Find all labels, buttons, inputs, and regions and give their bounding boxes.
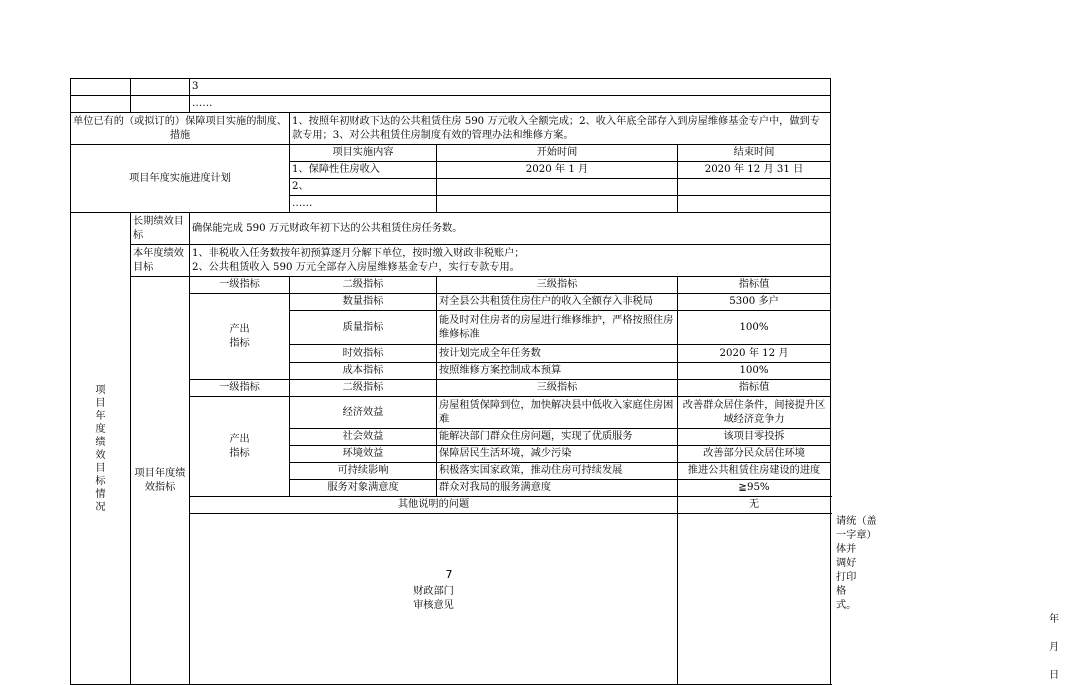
schedule-row-content: 2、	[290, 179, 437, 196]
goals-section-text: 项目年度绩效目标情况	[95, 384, 106, 513]
schedule-row-content: ……	[290, 196, 437, 213]
effect-level2: 环境效益	[290, 446, 437, 463]
output-level2: 成本指标	[290, 363, 437, 380]
effect-level3: 房屋租赁保障到位，加快解决县中低收入家庭住房困难	[437, 397, 678, 429]
schedule-row-start	[437, 179, 678, 196]
output-level3: 对全县公共租赁住房住户的收入全额存入非税局	[437, 294, 678, 311]
performance-form-table	[70, 78, 1060, 685]
finance-label	[190, 514, 678, 685]
output-level2: 时效指标	[290, 345, 437, 363]
effect-value: ≧95%	[678, 480, 831, 497]
finance-seal: （盖章）	[856, 516, 877, 541]
schedule-row-end	[678, 179, 831, 196]
effect-level2: 服务对象满意度	[290, 480, 437, 497]
schedule-row-start: 2020 年 1 月	[437, 162, 678, 179]
finance-label-line: 审核意见	[413, 600, 454, 611]
goals-section-label	[71, 213, 131, 685]
long-term-row	[71, 213, 831, 245]
top-row-more	[71, 96, 831, 113]
other-value: 无	[678, 497, 831, 514]
system-row	[71, 113, 831, 145]
effect-header-level1: 一级指标	[190, 380, 290, 397]
effect-header-level2: 二级指标	[290, 380, 437, 397]
schedule-label: 项目年度实施进度计划	[71, 145, 290, 213]
output-level2: 质量指标	[290, 311, 437, 345]
effect-value: 改善群众居住条件，间接提升区域经济竞争力	[678, 397, 831, 429]
output-level2: 数量指标	[290, 294, 437, 311]
schedule-row-end: 2020 年 12 月 31 日	[678, 162, 831, 179]
output-value: 2020 年 12 月	[678, 345, 831, 363]
schedule-header-row	[71, 145, 831, 162]
effect-level3: 能解决部门群众住房问题，实现了优质服务	[437, 429, 678, 446]
output-header-level1: 一级指标	[190, 277, 290, 294]
finance-opinion	[678, 514, 1060, 685]
schedule-header-start: 开始时间	[437, 145, 678, 162]
schedule-row-start	[437, 196, 678, 213]
output-value: 5300 多户	[678, 294, 831, 311]
annual-row	[71, 245, 831, 277]
output-header-level2: 二级指标	[290, 277, 437, 294]
top-item-3: 3	[190, 79, 831, 96]
effect-header-level3: 三级指标	[437, 380, 678, 397]
effect-level2: 社会效益	[290, 429, 437, 446]
long-term-text: 确保能完成 590 万元财政年初下达的公共租赁住房任务数。	[190, 213, 831, 245]
schedule-row-end	[678, 196, 831, 213]
finance-day: 日	[1049, 670, 1060, 681]
finance-year: 年	[1049, 614, 1060, 625]
schedule-header-content: 项目实施内容	[290, 145, 437, 162]
output-header-row	[71, 277, 831, 294]
long-term-label: 长期绩效目标	[131, 213, 190, 245]
system-label: 单位已有的（或拟订的）保障项目实施的制度、措施	[71, 113, 290, 145]
output-header-value: 指标值	[678, 277, 831, 294]
effect-header-value: 指标值	[678, 380, 831, 397]
output-value: 100%	[678, 363, 831, 380]
annual-text-line: 2、公共租赁收入 590 万元全部存入房屋维修基金专户，实行专款专用。	[192, 261, 520, 273]
output-category-label: 产出 指标	[190, 294, 290, 380]
top-item-more: ……	[190, 96, 831, 113]
effect-value: 改善部分民众居住环境	[678, 446, 831, 463]
schedule-row-content: 1、保障性住房收入	[290, 162, 437, 179]
effect-level3: 积极落实国家政策，推动住房可持续发展	[437, 463, 678, 480]
effect-value: 推进公共租赁住房建设的进度	[678, 463, 831, 480]
annual-text-line: 1、非税收入任务数按年初预算逐月分解下单位，按时缴入财政非税账户；	[192, 247, 525, 259]
output-level3: 能及时对住房者的房屋进行维修维护，严格按照住房维修标准	[437, 311, 678, 345]
finance-month: 月	[1049, 642, 1060, 653]
effect-level2: 经济效益	[290, 397, 437, 429]
effect-level2: 可持续影响	[290, 463, 437, 480]
finance-opinion-text: 请统一字体并调好打印格式。	[836, 516, 857, 611]
annual-text	[190, 245, 831, 277]
output-level3: 按计划完成全年任务数	[437, 345, 678, 363]
effect-value: 该项目零投拆	[678, 429, 831, 446]
effect-category-label: 产出 指标	[190, 397, 290, 497]
output-value: 100%	[678, 311, 831, 345]
top-row-3	[71, 79, 831, 96]
effect-level3: 群众对我局的服务满意度	[437, 480, 678, 497]
system-content: 1、按照年初财政下达的公共租赁住房 590 万元收入全额完成；2、收入年底全部存入到房屋维修基金专户中，做到专款专用；3、对公共租赁住房制度有效的管理办法和维修方案。	[290, 113, 831, 145]
output-header-level3: 三级指标	[437, 277, 678, 294]
output-level3: 按照维修方案控制成本预算	[437, 363, 678, 380]
annual-label: 本年度绩效目标	[131, 245, 190, 277]
finance-label-line: 财政部门	[413, 586, 454, 597]
indicator-label: 项目年度绩效指标	[131, 277, 190, 685]
page-number: 7	[445, 568, 453, 581]
effect-level3: 保障居民生活环境，减少污染	[437, 446, 678, 463]
other-label: 其他说明的问题	[190, 497, 678, 514]
schedule-header-end: 结束时间	[678, 145, 831, 162]
